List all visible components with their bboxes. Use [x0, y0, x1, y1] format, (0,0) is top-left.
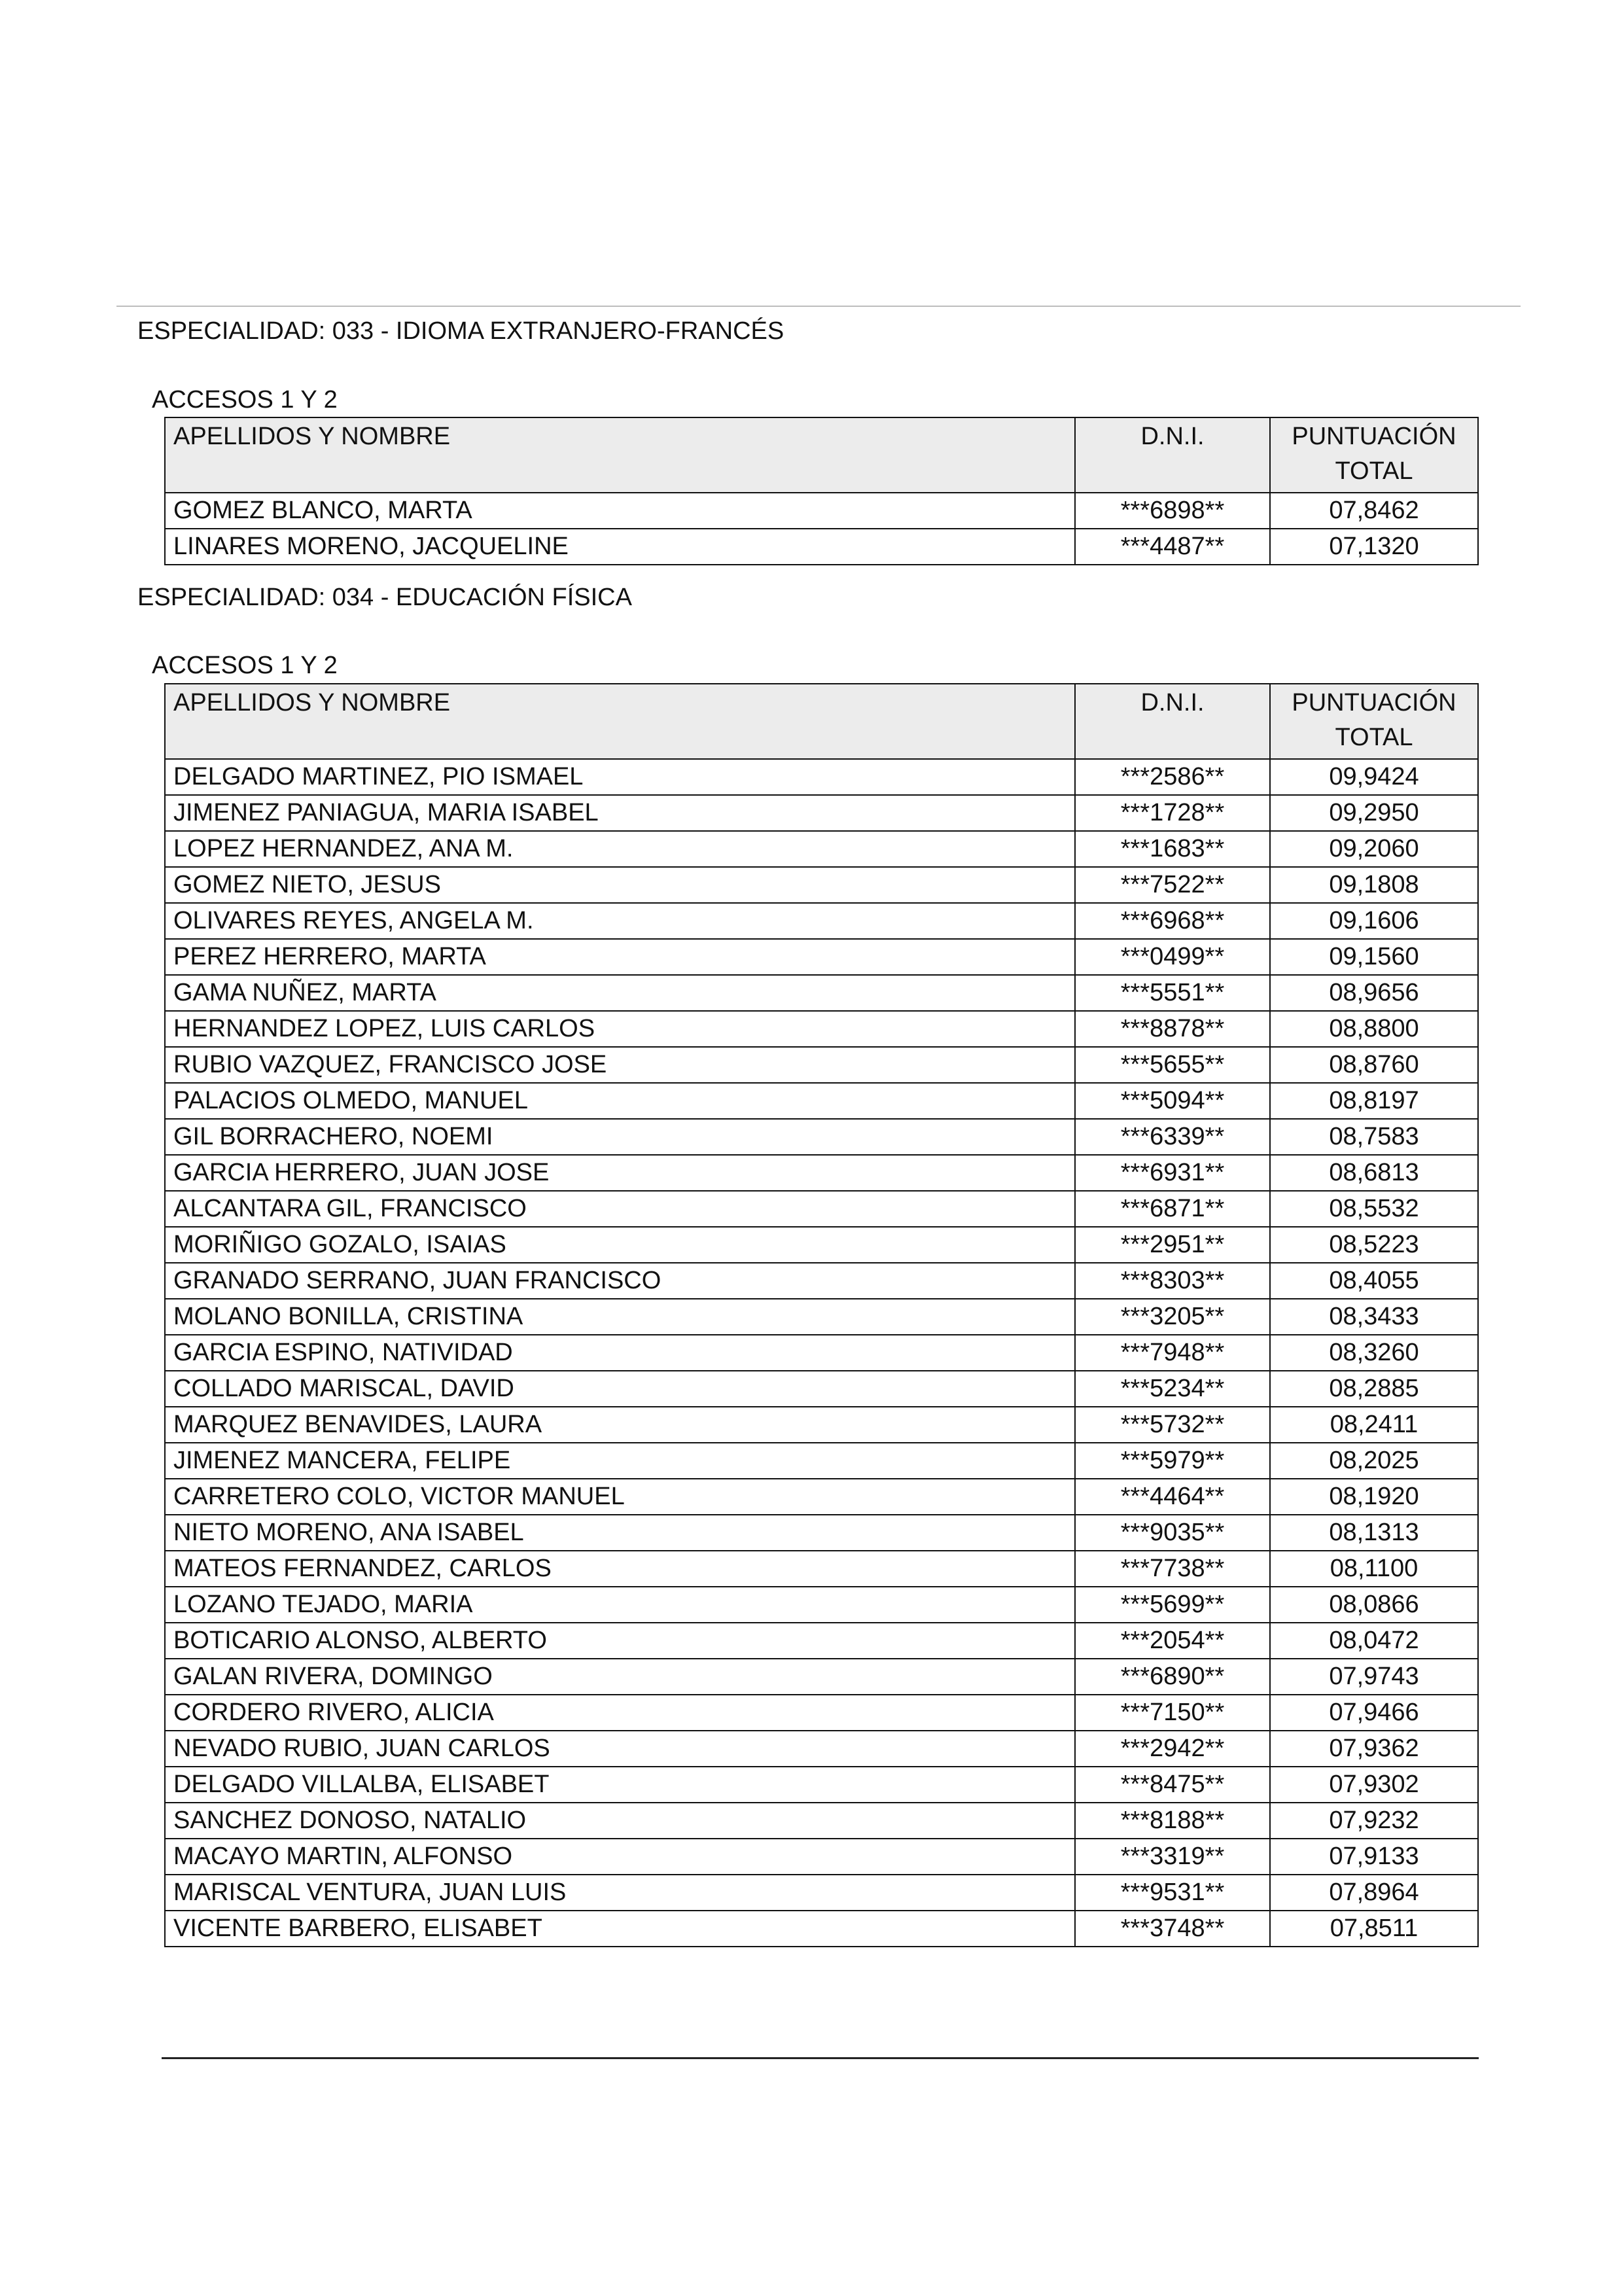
cell-dni: ***6898** [1075, 493, 1270, 529]
cell-score: 07,9362 [1270, 1731, 1478, 1767]
cell-score: 08,5223 [1270, 1227, 1478, 1263]
cell-name: MOLANO BONILLA, CRISTINA [165, 1299, 1075, 1335]
table-header-row [165, 684, 1478, 759]
cell-name: GAMA NUÑEZ, MARTA [165, 975, 1075, 1011]
cell-name: GIL BORRACHERO, NOEMI [165, 1119, 1075, 1155]
cell-name: GARCIA ESPINO, NATIVIDAD [165, 1335, 1075, 1371]
table-row [165, 1479, 1478, 1515]
table-row [165, 1623, 1478, 1659]
cell-score: 08,0866 [1270, 1587, 1478, 1623]
results-table-034 [164, 683, 1479, 1947]
cell-score: 07,1320 [1270, 529, 1478, 565]
cell-score: 08,8760 [1270, 1047, 1478, 1083]
cell-name: MARISCAL VENTURA, JUAN LUIS [165, 1875, 1075, 1911]
table-row [165, 1083, 1478, 1119]
table-row [165, 529, 1478, 565]
cell-name: LINARES MORENO, JACQUELINE [165, 529, 1075, 565]
cell-score: 07,8511 [1270, 1911, 1478, 1947]
table-row [165, 1335, 1478, 1371]
cell-name: VICENTE BARBERO, ELISABET [165, 1911, 1075, 1947]
cell-name: MATEOS FERNANDEZ, CARLOS [165, 1551, 1075, 1587]
cell-score: 08,2411 [1270, 1407, 1478, 1443]
cell-dni: ***7522** [1075, 867, 1270, 903]
cell-dni: ***3319** [1075, 1839, 1270, 1875]
cell-dni: ***4464** [1075, 1479, 1270, 1515]
cell-score: 08,1313 [1270, 1515, 1478, 1551]
cell-score: 07,8964 [1270, 1875, 1478, 1911]
cell-score: 08,3260 [1270, 1335, 1478, 1371]
cell-name: GOMEZ NIETO, JESUS [165, 867, 1075, 903]
table-row [165, 1443, 1478, 1479]
cell-score: 08,0472 [1270, 1623, 1478, 1659]
cell-score: 09,1606 [1270, 903, 1478, 939]
cell-score: 08,7583 [1270, 1119, 1478, 1155]
cell-name: OLIVARES REYES, ANGELA M. [165, 903, 1075, 939]
cell-name: SANCHEZ DONOSO, NATALIO [165, 1803, 1075, 1839]
table-row [165, 939, 1478, 975]
specialty-heading-034: ESPECIALIDAD: 034 - EDUCACIÓN FÍSICA [137, 584, 632, 611]
cell-score: 07,9302 [1270, 1767, 1478, 1803]
table-row [165, 1047, 1478, 1083]
cell-score: 07,8462 [1270, 493, 1478, 529]
cell-dni: ***9035** [1075, 1515, 1270, 1551]
cell-name: MACAYO MARTIN, ALFONSO [165, 1839, 1075, 1875]
cell-dni: ***9531** [1075, 1875, 1270, 1911]
cell-score: 08,3433 [1270, 1299, 1478, 1335]
cell-score: 09,1808 [1270, 867, 1478, 903]
cell-dni: ***7738** [1075, 1551, 1270, 1587]
cell-dni: ***8303** [1075, 1263, 1270, 1299]
results-table-033 [164, 417, 1479, 565]
table-row [165, 1011, 1478, 1047]
table-row [165, 1371, 1478, 1407]
column-header-dni: D.N.I. [1075, 417, 1270, 493]
table-row [165, 1155, 1478, 1191]
cell-dni: ***6890** [1075, 1659, 1270, 1695]
cell-name: DELGADO MARTINEZ, PIO ISMAEL [165, 759, 1075, 795]
cell-dni: ***2951** [1075, 1227, 1270, 1263]
cell-name: RUBIO VAZQUEZ, FRANCISCO JOSE [165, 1047, 1075, 1083]
table-row [165, 1587, 1478, 1623]
cell-dni: ***6871** [1075, 1191, 1270, 1227]
cell-score: 08,4055 [1270, 1263, 1478, 1299]
cell-name: BOTICARIO ALONSO, ALBERTO [165, 1623, 1075, 1659]
table-row [165, 1875, 1478, 1911]
table-row [165, 493, 1478, 529]
column-header-dni: D.N.I. [1075, 684, 1270, 759]
table-row [165, 1263, 1478, 1299]
table-row [165, 1299, 1478, 1335]
bottom-divider [162, 2057, 1479, 2059]
column-header-name: APELLIDOS Y NOMBRE [165, 417, 1075, 493]
cell-name: MARQUEZ BENAVIDES, LAURA [165, 1407, 1075, 1443]
table-row [165, 1551, 1478, 1587]
cell-score: 09,1560 [1270, 939, 1478, 975]
cell-dni: ***6968** [1075, 903, 1270, 939]
cell-dni: ***5732** [1075, 1407, 1270, 1443]
cell-dni: ***5094** [1075, 1083, 1270, 1119]
cell-score: 07,9743 [1270, 1659, 1478, 1695]
cell-score: 08,8197 [1270, 1083, 1478, 1119]
top-divider [116, 306, 1521, 307]
table-row [165, 1695, 1478, 1731]
table-header-row [165, 417, 1478, 493]
cell-name: GARCIA HERRERO, JUAN JOSE [165, 1155, 1075, 1191]
cell-dni: ***4487** [1075, 529, 1270, 565]
table-row [165, 867, 1478, 903]
table-row [165, 1731, 1478, 1767]
cell-name: JIMENEZ MANCERA, FELIPE [165, 1443, 1075, 1479]
table-row [165, 1839, 1478, 1875]
cell-name: CARRETERO COLO, VICTOR MANUEL [165, 1479, 1075, 1515]
cell-name: GALAN RIVERA, DOMINGO [165, 1659, 1075, 1695]
cell-dni: ***7948** [1075, 1335, 1270, 1371]
cell-score: 08,9656 [1270, 975, 1478, 1011]
cell-score: 09,2060 [1270, 831, 1478, 867]
cell-score: 07,9466 [1270, 1695, 1478, 1731]
table-row [165, 1515, 1478, 1551]
cell-score: 08,2885 [1270, 1371, 1478, 1407]
cell-score: 08,2025 [1270, 1443, 1478, 1479]
column-header-name: APELLIDOS Y NOMBRE [165, 684, 1075, 759]
table-row [165, 1803, 1478, 1839]
cell-name: HERNANDEZ LOPEZ, LUIS CARLOS [165, 1011, 1075, 1047]
cell-dni: ***8878** [1075, 1011, 1270, 1047]
cell-dni: ***1728** [1075, 795, 1270, 831]
cell-dni: ***3205** [1075, 1299, 1270, 1335]
cell-score: 09,9424 [1270, 759, 1478, 795]
table-row [165, 975, 1478, 1011]
cell-name: GOMEZ BLANCO, MARTA [165, 493, 1075, 529]
cell-dni: ***6931** [1075, 1155, 1270, 1191]
table-row [165, 831, 1478, 867]
table-row [165, 1767, 1478, 1803]
cell-score: 08,6813 [1270, 1155, 1478, 1191]
cell-name: NEVADO RUBIO, JUAN CARLOS [165, 1731, 1075, 1767]
access-label-034: ACCESOS 1 Y 2 [152, 652, 338, 679]
cell-dni: ***5551** [1075, 975, 1270, 1011]
cell-name: GRANADO SERRANO, JUAN FRANCISCO [165, 1263, 1075, 1299]
cell-name: PALACIOS OLMEDO, MANUEL [165, 1083, 1075, 1119]
cell-score: 07,9232 [1270, 1803, 1478, 1839]
cell-dni: ***2054** [1075, 1623, 1270, 1659]
table-row [165, 1191, 1478, 1227]
cell-dni: ***5699** [1075, 1587, 1270, 1623]
cell-dni: ***8475** [1075, 1767, 1270, 1803]
cell-score: 07,9133 [1270, 1839, 1478, 1875]
cell-score: 09,2950 [1270, 795, 1478, 831]
cell-name: CORDERO RIVERO, ALICIA [165, 1695, 1075, 1731]
cell-dni: ***6339** [1075, 1119, 1270, 1155]
cell-name: NIETO MORENO, ANA ISABEL [165, 1515, 1075, 1551]
column-header-score: PUNTUACIÓN TOTAL [1270, 684, 1478, 759]
cell-dni: ***2942** [1075, 1731, 1270, 1767]
cell-score: 08,8800 [1270, 1011, 1478, 1047]
cell-name: COLLADO MARISCAL, DAVID [165, 1371, 1075, 1407]
table-row [165, 1911, 1478, 1947]
table-row [165, 759, 1478, 795]
cell-dni: ***5655** [1075, 1047, 1270, 1083]
cell-dni: ***7150** [1075, 1695, 1270, 1731]
table-row [165, 903, 1478, 939]
cell-dni: ***1683** [1075, 831, 1270, 867]
cell-dni: ***5979** [1075, 1443, 1270, 1479]
cell-score: 08,1100 [1270, 1551, 1478, 1587]
cell-name: JIMENEZ PANIAGUA, MARIA ISABEL [165, 795, 1075, 831]
table-row [165, 1659, 1478, 1695]
cell-score: 08,5532 [1270, 1191, 1478, 1227]
access-label-033: ACCESOS 1 Y 2 [152, 386, 338, 414]
cell-score: 08,1920 [1270, 1479, 1478, 1515]
cell-name: LOPEZ HERNANDEZ, ANA M. [165, 831, 1075, 867]
column-header-score: PUNTUACIÓN TOTAL [1270, 417, 1478, 493]
cell-dni: ***8188** [1075, 1803, 1270, 1839]
table-row [165, 1119, 1478, 1155]
cell-name: LOZANO TEJADO, MARIA [165, 1587, 1075, 1623]
cell-dni: ***2586** [1075, 759, 1270, 795]
cell-name: MORIÑIGO GOZALO, ISAIAS [165, 1227, 1075, 1263]
cell-name: DELGADO VILLALBA, ELISABET [165, 1767, 1075, 1803]
cell-dni: ***5234** [1075, 1371, 1270, 1407]
cell-dni: ***0499** [1075, 939, 1270, 975]
table-row [165, 1227, 1478, 1263]
cell-name: ALCANTARA GIL, FRANCISCO [165, 1191, 1075, 1227]
table-row [165, 1407, 1478, 1443]
table-row [165, 795, 1478, 831]
specialty-heading-033: ESPECIALIDAD: 033 - IDIOMA EXTRANJERO-FRANCÉS [137, 317, 785, 345]
cell-dni: ***3748** [1075, 1911, 1270, 1947]
cell-name: PEREZ HERRERO, MARTA [165, 939, 1075, 975]
